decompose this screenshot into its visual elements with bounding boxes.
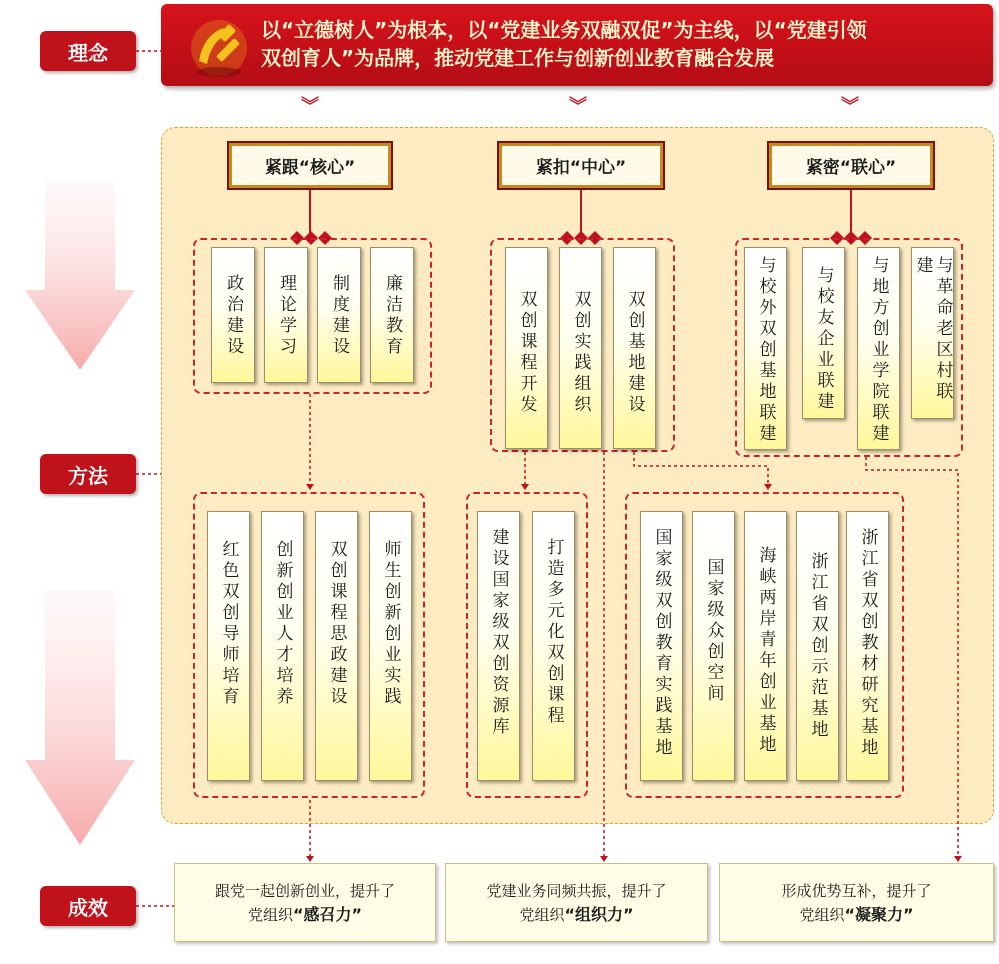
outcome-item: 建设国家级双创资源库 — [477, 511, 520, 781]
method-item: 政治建设 — [211, 247, 255, 383]
outcome-item: 创新创业人才培养 — [261, 511, 304, 781]
head-heart: 紧密“联心” — [769, 143, 933, 188]
method-item: 双创基地建设 — [613, 247, 656, 449]
method-item: 与革命老区村联建 — [911, 247, 954, 419]
label-idea: 理念 — [40, 31, 136, 71]
outcome-item: 师生创新创业实践 — [369, 511, 412, 781]
banner-line-1: 以“立德树人”为根本，以“党建业务双融双促”为主线，以“党建引领 — [261, 18, 867, 42]
outcome-item: 国家级双创教育实践基地 — [640, 511, 683, 781]
result-box: 跟党一起创新创业，提升了 党组织“感召力” — [174, 863, 436, 942]
banner-line-2: 双创育人”为品牌，推动党建工作与创新创业教育融合发展 — [261, 46, 775, 70]
outcome-item: 双创课程思政建设 — [315, 511, 358, 781]
method-item: 与校友企业联建 — [802, 247, 845, 419]
result-box: 形成优势互补，提升了 党组织“凝聚力” — [719, 863, 994, 942]
outcome-item: 浙江省双创教材研究基地 — [846, 511, 889, 781]
chevron-down-icon: ︾ — [569, 96, 587, 117]
label-result: 成效 — [40, 886, 136, 926]
label-method: 方法 — [40, 454, 136, 494]
outcome-item: 红色双创导师培育 — [207, 511, 250, 781]
outcome-item: 国家级众创空间 — [692, 511, 735, 781]
outcome-item: 海峡两岸青年创业基地 — [744, 511, 787, 781]
outcome-item: 打造多元化双创课程 — [532, 511, 575, 781]
chevron-down-icon: ︾ — [301, 96, 319, 117]
result-box: 党建业务同频共振，提升了 党组织“组织力” — [445, 863, 708, 942]
head-center: 紧扣“中心” — [499, 143, 663, 188]
outcome-item: 浙江省双创示范基地 — [796, 511, 839, 781]
method-item: 理论学习 — [264, 247, 308, 383]
chevron-down-icon: ︾ — [841, 96, 859, 117]
method-item: 制度建设 — [317, 247, 361, 383]
method-item: 与地方创业学院联建 — [857, 247, 900, 450]
method-item: 廉洁教育 — [370, 247, 414, 383]
method-item: 与校外双创基地联建 — [744, 247, 787, 450]
method-item: 双创实践组织 — [559, 247, 602, 449]
head-core: 紧跟“核心” — [229, 143, 391, 188]
method-item: 双创课程开发 — [505, 247, 548, 449]
